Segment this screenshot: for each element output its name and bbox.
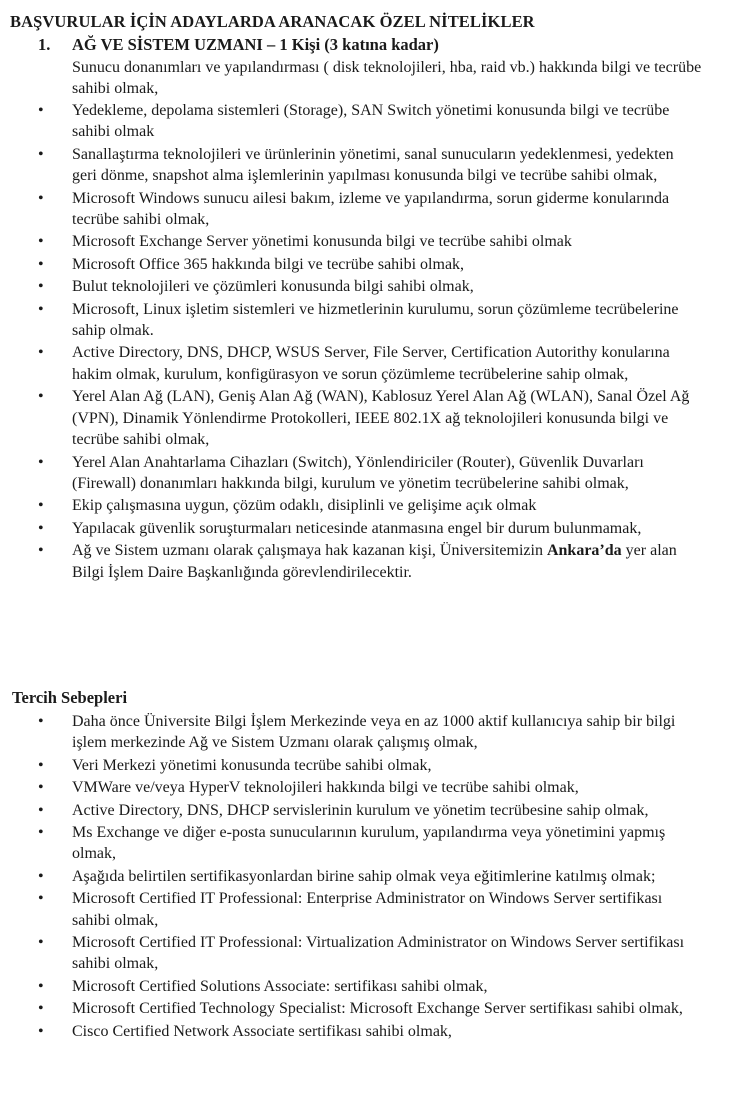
- position-label: AĞ VE SİSTEM UZMANI – 1 Kişi (3 katına kadar): [72, 35, 439, 54]
- qualification-item: [0, 254, 702, 275]
- bullet-icon: •: [38, 890, 44, 908]
- bullet-icon: •: [38, 542, 44, 560]
- bullet-icon: •: [38, 519, 44, 537]
- bullet-icon: •: [38, 300, 44, 318]
- assignment-location: Ankara’da: [546, 542, 622, 560]
- position-heading: [38, 35, 439, 55]
- bullet-icon: •: [38, 1022, 44, 1040]
- qualification-item: [0, 518, 702, 539]
- qualification-item: [0, 495, 702, 516]
- qualification-item: [0, 386, 702, 450]
- preference-item: [0, 998, 702, 1019]
- preferences-list: [0, 711, 739, 1043]
- qualification-item: [0, 188, 702, 231]
- preference-item: [0, 888, 702, 931]
- assignment-text-before: Ağ ve Sistem uzmanı olarak çalışmaya hak kazanan kişi, Üniversitemizin: [72, 542, 547, 560]
- qualification-text: Microsoft Windows sunucu ailesi bakım, izleme ve yapılandırma, sorun giderme konularında tecrübe sahibi olmak,: [72, 189, 670, 229]
- preferences-heading: Tercih Sebepleri: [12, 688, 128, 707]
- position-number: 1.: [38, 35, 51, 54]
- qualification-item-assignment: [0, 540, 702, 583]
- preference-text: Active Directory, DNS, DHCP servislerinin kurulum ve yönetim tecrübesine sahip olmak,: [72, 801, 649, 819]
- preference-item: [0, 755, 702, 776]
- bullet-icon: •: [38, 867, 44, 885]
- qualification-text: Ekip çalışmasına uygun, çözüm odaklı, disiplinli ve gelişime açık olmak: [72, 497, 537, 515]
- bullet-icon: •: [38, 255, 44, 273]
- qualification-item: [0, 299, 702, 342]
- bullet-icon: •: [38, 233, 44, 251]
- bullet-icon: •: [38, 977, 44, 995]
- bullet-icon: •: [38, 102, 44, 119]
- qualification-text: Active Directory, DNS, DHCP, WSUS Server, File Server, Certification Autorithy konularına hakim olmak, kurulum, konfigürasyon ve sorun çözümleme tecrübelerine sahip olmak,: [72, 344, 670, 383]
- preference-text: Daha önce Üniversite Bilgi İşlem Merkezinde veya en az 1000 aktif kullanıcıya sahip bir bilgi işlem merkezinde Ağ ve Sistem Uzmanı olarak çalışmış olmak,: [72, 713, 676, 752]
- qualification-text: Yerel Alan Anahtarlama Cihazları (Switch), Yönlendiriciler (Router), Güvenlik Duvarları (Firewall) donanımları hakkında bilgi, kurulum ve yönetim tecrübelerine sahibi olmak,: [72, 453, 644, 492]
- preference-text: Ms Exchange ve diğer e-posta sunucularının kurulum, yapılandırma veya yönetimini yapmış olmak,: [72, 824, 666, 863]
- bullet-icon: •: [38, 801, 44, 819]
- qualification-text: Microsoft, Linux işletim sistemleri ve hizmetlerinin kurulumu, sorun çözümleme tecrübelerine sahip olmak.: [72, 300, 679, 340]
- preference-item: [0, 800, 702, 821]
- bullet-icon: •: [38, 453, 44, 471]
- preference-text: Microsoft Certified Solutions Associate: sertifikası sahibi olmak,: [72, 977, 488, 995]
- bullet-icon: •: [38, 1000, 44, 1018]
- qualification-item: [0, 231, 702, 252]
- qualification-item: [0, 100, 702, 143]
- preference-item: [0, 976, 702, 997]
- qualification-text: Yedekleme, depolama sistemleri (Storage), SAN Switch yönetimi konusunda bilgi ve tecrübe sahibi olmak: [72, 102, 670, 141]
- qualification-item: [0, 452, 702, 495]
- bullet-icon: •: [38, 189, 44, 207]
- bullet-icon: •: [38, 779, 44, 797]
- preference-item: [0, 777, 702, 798]
- bullet-icon: •: [38, 824, 44, 842]
- bullet-icon: •: [38, 344, 44, 362]
- qualification-text: Yerel Alan Ağ (LAN), Geniş Alan Ağ (WAN), Kablosuz Yerel Alan Ağ (WLAN), Sanal Özel Ağ (VPN), Dinamik Yönlendirme Protokolleri, IEEE 802.1X ağ teknolojileri konusunda bilgi ve tecrübe sahibi olmak,: [72, 388, 690, 449]
- preference-item: [0, 932, 702, 975]
- preference-text: Veri Merkezi yönetimi konusunda tecrübe sahibi olmak,: [72, 756, 432, 774]
- bullet-icon: •: [38, 713, 44, 730]
- preference-text: Microsoft Certified IT Professional: Enterprise Administrator on Windows Server sertifikası sahibi olmak,: [72, 890, 663, 929]
- qualification-item: [0, 144, 702, 187]
- bullet-icon: •: [38, 497, 44, 515]
- position-intro-text: Sunucu donanımları ve yapılandırması ( disk teknolojileri, hba, raid vb.) hakkında bilgi ve tecrübe sahibi olmak,: [72, 59, 702, 97]
- preference-text: Cisco Certified Network Associate sertifikası sahibi olmak,: [72, 1022, 452, 1040]
- qualification-text: Microsoft Exchange Server yönetimi konusunda bilgi ve tecrübe sahibi olmak: [72, 233, 572, 251]
- preference-item: [0, 711, 702, 754]
- qualifications-list: [0, 100, 739, 584]
- preference-text: Microsoft Certified IT Professional: Virtualization Administrator on Windows Server sertifikası sahibi olmak,: [72, 934, 685, 973]
- preference-item: [0, 1021, 702, 1042]
- bullet-icon: •: [38, 756, 44, 774]
- bullet-icon: •: [38, 934, 44, 952]
- bullet-icon: •: [38, 145, 44, 163]
- preference-item: [0, 866, 702, 887]
- preference-text: VMWare ve/veya HyperV teknolojileri hakkında bilgi ve tecrübe sahibi olmak,: [72, 779, 579, 797]
- qualification-text: Sanallaştırma teknolojileri ve ürünlerinin yönetimi, sanal sunucuların yedeklenmesi, yedekten geri dönme, snapshot alma işlemlerinin yapılması konusunda bilgi ve tecrübe sahibi olmak,: [72, 145, 674, 185]
- qualification-item: [0, 342, 702, 385]
- qualification-text: Yapılacak güvenlik soruşturmaları neticesinde atanmasına engel bir durum bulunmamak,: [72, 519, 642, 537]
- qualification-text: Microsoft Office 365 hakkında bilgi ve tecrübe sahibi olmak,: [72, 255, 465, 273]
- qualification-text: Bulut teknolojileri ve çözümleri konusunda bilgi sahibi olmak,: [72, 278, 474, 296]
- qualification-item: [0, 276, 702, 297]
- preference-item: [0, 822, 702, 865]
- assignment-text-after: yer alan Bilgi İşlem Daire Başkanlığında görevlendirilecektir.: [72, 542, 677, 581]
- bullet-icon: •: [38, 388, 44, 406]
- bullet-icon: •: [38, 278, 44, 296]
- preference-text: Microsoft Certified Technology Specialist: Microsoft Exchange Server sertifikası sahibi olmak,: [72, 1000, 683, 1018]
- document-title: BAŞVURULAR İÇİN ADAYLARDA ARANACAK ÖZEL NİTELİKLER: [10, 12, 535, 31]
- preference-text: Aşağıda belirtilen sertifikasyonlardan birine sahip olmak veya eğitimlerine katılmış olmak;: [72, 867, 656, 885]
